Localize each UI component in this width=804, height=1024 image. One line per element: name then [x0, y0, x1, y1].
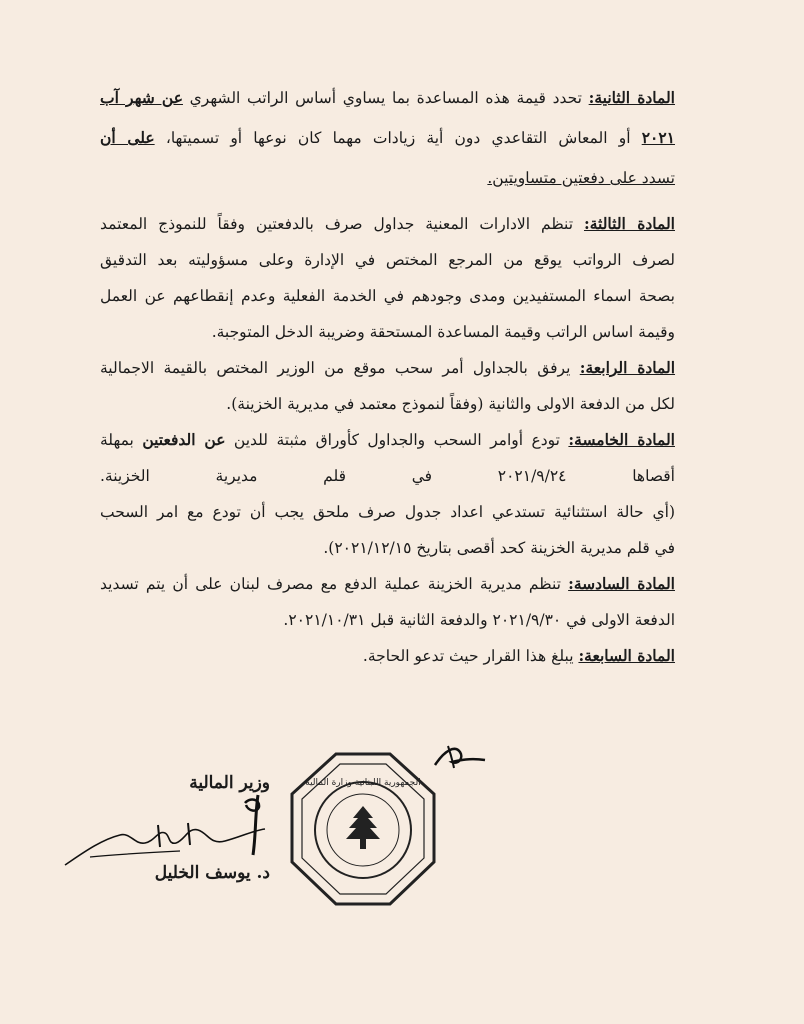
article-line [100, 386, 675, 422]
article-line [100, 242, 675, 278]
article-text: تودع أوامر السحب والجداول كأوراق مثبتة للدين [225, 431, 569, 449]
article-text: لكل من الدفعة الاولى والثانية (وفقاً لنموذج معتمد في مديرية الخزينة). [226, 395, 675, 413]
paragraph-gap [100, 198, 675, 206]
article-3 [100, 206, 675, 350]
cedar-icon [346, 806, 380, 849]
article-text: أو المعاش التقاعدي دون أية زيادات مهما كان نوعها أو تسميتها، [154, 129, 642, 147]
article-label: المادة الرابعة: [579, 358, 676, 377]
ministry-seal [288, 750, 438, 908]
article-line [100, 530, 675, 566]
article-line [100, 78, 675, 118]
minister-title: وزير المالية [189, 773, 270, 793]
signature-block [60, 765, 270, 890]
article-text: يرفق بالجداول أمر سحب موقع من الوزير المختص بالقيمة الاجمالية [100, 359, 580, 377]
article-line [100, 566, 675, 602]
article-line [100, 638, 675, 674]
article-text: تنظم مديرية الخزينة عملية الدفع مع مصرف لبنان على أن يتم تسديد [100, 575, 569, 593]
article-text: بمهلة [100, 431, 143, 449]
article-text: أقصاها ٢٠٢١/٩/٢٤ في قلم مديرية الخزينة. [100, 467, 675, 485]
minister-signature [60, 785, 270, 870]
article-text: يبلغ هذا القرار حيث تدعو الحاجة. [362, 647, 579, 665]
article-text: في قلم مديرية الخزينة كحد أقصى بتاريخ ٢٠٢١/١٢/١٥). [323, 539, 675, 557]
article-7 [100, 638, 675, 674]
article-line [100, 278, 675, 314]
article-6 [100, 566, 675, 638]
minister-name: د. يوسف الخليل [154, 863, 270, 883]
article-line [100, 314, 675, 350]
article-line [100, 458, 675, 494]
decree-body [100, 78, 675, 674]
article-line [100, 158, 675, 198]
article-label: المادة السابعة: [578, 646, 675, 665]
article-text: تنظم الادارات المعنية جداول صرف بالدفعتين وفقاً للنموذج المعتمد [100, 215, 584, 233]
initials-signature [430, 740, 490, 775]
article-5 [100, 422, 675, 566]
article-2 [100, 78, 675, 198]
article-line [100, 206, 675, 242]
article-text: عن الدفعتين [142, 430, 226, 449]
article-line [100, 494, 675, 530]
article-text: ٢٠٢١ [641, 128, 675, 147]
article-text: لصرف الرواتب يوقع من المرجع المختص في الإدارة وعلى مسؤوليته بعد التدقيق [100, 251, 675, 269]
article-line [100, 118, 675, 158]
article-text: وقيمة اساس الراتب وقيمة المساعدة المستحقة وضريبة الدخل المتوجبة. [211, 323, 675, 341]
article-text: بصحة اسماء المستفيدين ومدى وجودهم في الخدمة الفعلية وعدم إنقطاعهم عن العمل [100, 287, 675, 305]
article-line [100, 602, 675, 638]
article-text: (أي حالة استثنائية تستدعي اعداد جدول صرف ملحق يجب أن تودع مع امر السحب [100, 503, 675, 521]
article-label: المادة السادسة: [568, 574, 675, 593]
article-text: تحدد قيمة هذه المساعدة بما يساوي أساس الراتب الشهري [182, 89, 589, 107]
article-text: الدفعة الاولى في ٢٠٢١/٩/٣٠ والدفعة الثانية قبل ٢٠٢١/١٠/٣١. [283, 611, 675, 629]
article-line [100, 422, 675, 458]
article-label: المادة الثانية: [588, 88, 675, 107]
article-4 [100, 350, 675, 422]
article-label: المادة الخامسة: [568, 430, 675, 449]
seal-text: الجمهورية اللبنانية وزارة المالية [305, 778, 421, 788]
article-label: المادة الثالثة: [583, 214, 675, 233]
article-text: تسدد على دفعتين متساويتين. [487, 169, 675, 187]
article-line [100, 350, 675, 386]
article-text: عن شهر آب [100, 88, 183, 107]
article-text: على أن [100, 128, 155, 147]
